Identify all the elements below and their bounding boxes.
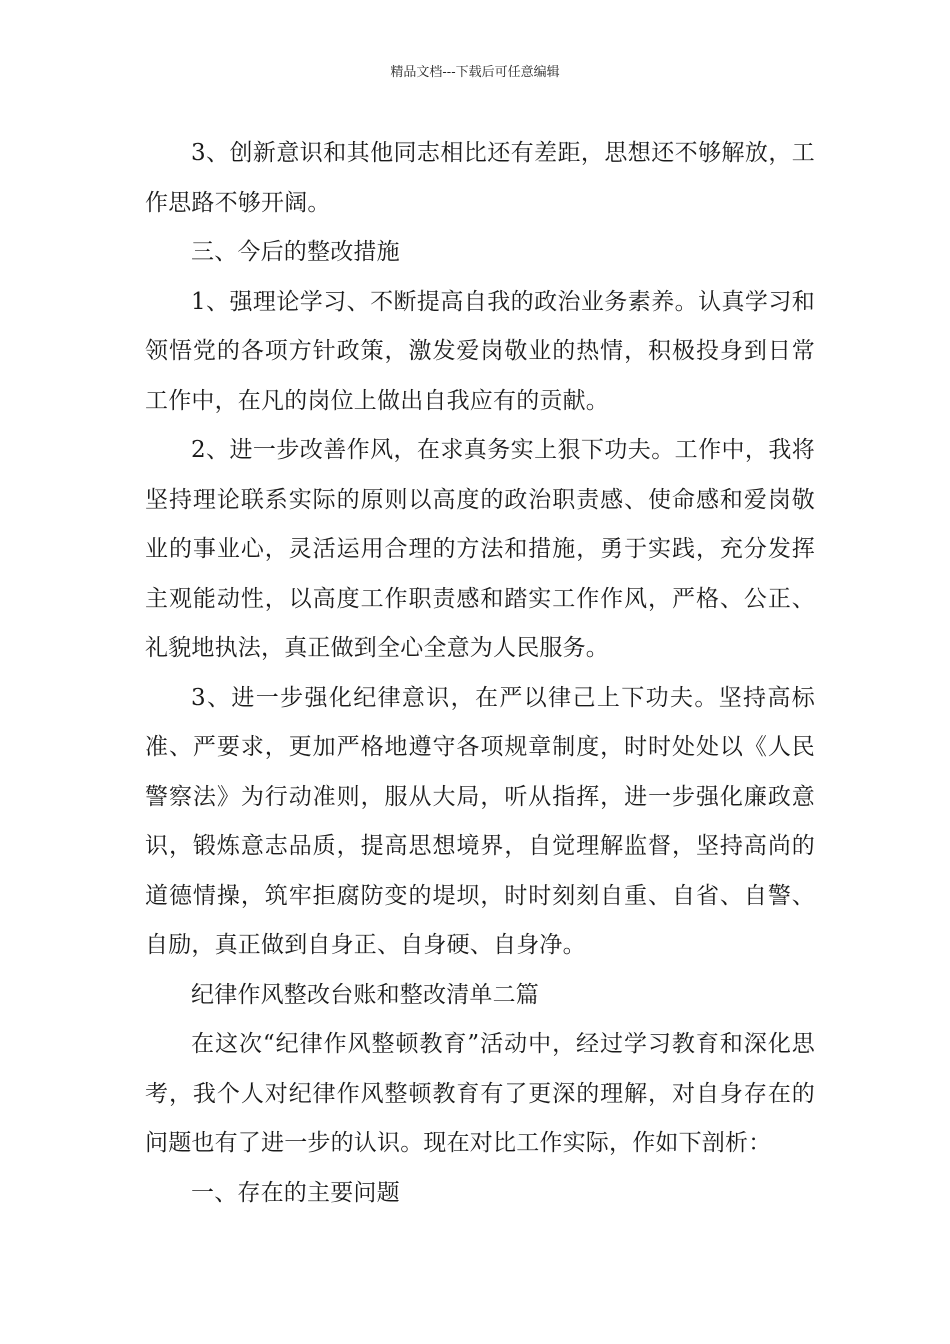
paragraph-introduction: 在这次“纪律作风整顿教育”活动中，经过学习教育和深化思考，我个人对纪律作风整顿教育有了更深的理解，对自身存在的问题也有了进一步的认识。现在对比工作实际，作如下剖析： xyxy=(145,1031,815,1156)
page-header: 精品文档---下载后可任意编辑 xyxy=(390,65,560,80)
paragraph-innovation-gap: 3、创新意识和其他同志相比还有差距，思想还不够解放，工作思路不够开阔。 xyxy=(145,140,815,216)
paragraph-improve-work-style: 2、进一步改善作风，在求真务实上狠下功夫。工作中，我将坚持理论联系实际的原则以高度的政治职责感、使命感和爱岗敬业的事业心，灵活运用合理的方法和措施，勇于实践，充分发挥主观能动性，以高度工作职责感和踏实工作作风，严格、公正、礼貌地执法，真正做到全心全意为人民服务。 xyxy=(145,437,815,661)
article-title-second: 纪律作风整改台账和整改清单二篇 xyxy=(191,981,539,1008)
paragraph-discipline-awareness: 3、进一步强化纪律意识，在严以律己上下功夫。坚持高标准、严要求，更加严格地遵守各项规章制度，时时处处以《人民警察法》为行动准则，服从大局，听从指挥，进一步强化廉政意识，锻炼意志品质，提高思想境界，自觉理解监督，坚持高尚的道德情操，筑牢拒腐防变的堤坝，时时刻刻自重、自省、自警、自励，真正做到自身正、自身硬、自身净。 xyxy=(145,684,815,958)
section-heading-rectification-measures: 三、今后的整改措施 xyxy=(191,239,400,265)
document-body xyxy=(145,129,815,1218)
paragraph-theory-study: 1、强理论学习、不断提高自我的政治业务素养。认真学习和领悟党的各项方针政策，激发爱岗敬业的热情，积极投身到日常工作中，在凡的岗位上做出自我应有的贡献。 xyxy=(145,288,815,414)
section-heading-main-problems: 一、存在的主要问题 xyxy=(191,1179,400,1206)
